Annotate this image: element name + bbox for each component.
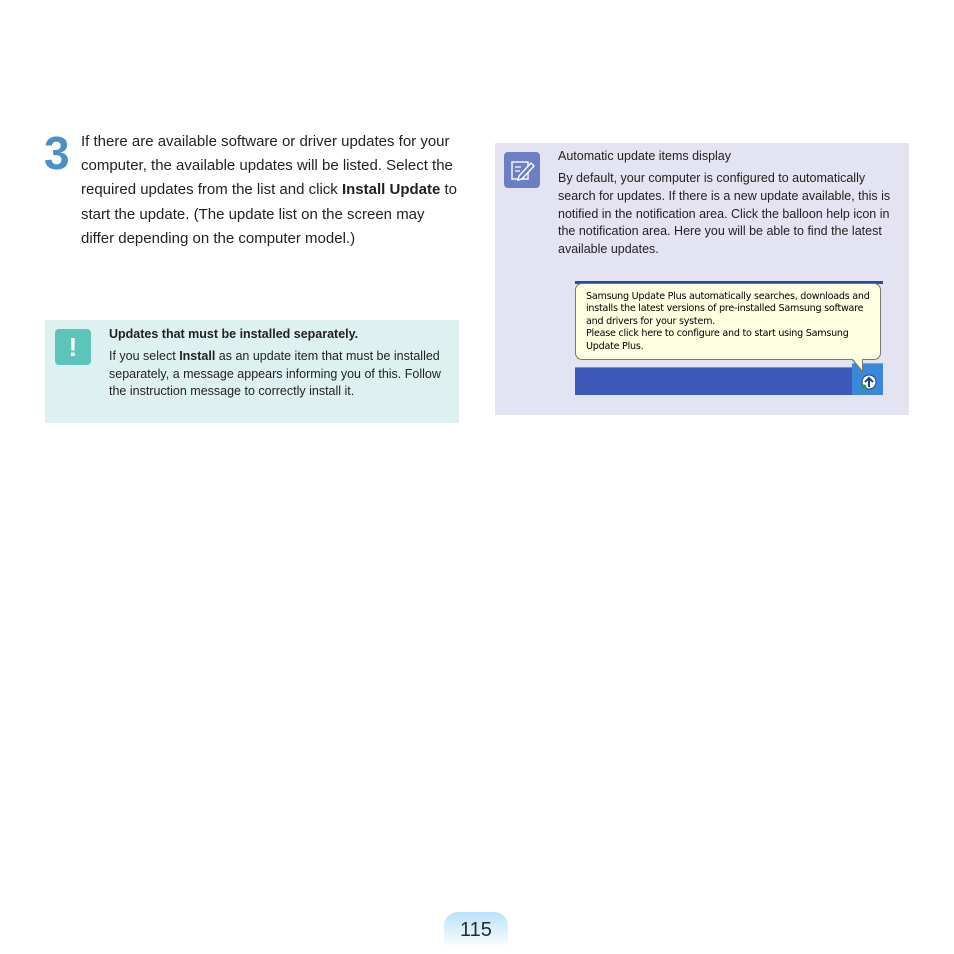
caution-title: Updates that must be installed separately.	[109, 327, 359, 341]
caution-body	[109, 348, 454, 401]
step-number: 3	[44, 127, 70, 179]
caution-box	[45, 320, 459, 423]
balloon-line-5: Update Plus.	[586, 340, 644, 352]
page-number: 115	[444, 912, 508, 948]
note-title: Automatic update items display	[558, 149, 732, 163]
balloon-line-1: Samsung Update Plus automatically searches, downloads and	[586, 291, 870, 302]
caution-install-label: Install	[179, 349, 216, 363]
samsung-update-tray-icon[interactable]	[860, 373, 878, 391]
notification-screenshot	[575, 281, 883, 395]
balloon-line-2: installs the latest versions of pre-installed Samsung software	[586, 303, 864, 315]
balloon-tail-fill	[852, 358, 862, 370]
note-box	[495, 143, 909, 415]
balloon-line-3: and drivers for your system.	[586, 315, 715, 327]
step-text-part2: to start the update. (The update list on the screen may differ depending on the computer model.)	[81, 181, 458, 247]
step-instruction	[81, 130, 461, 251]
taskbar	[575, 367, 852, 395]
balloon-help[interactable]	[575, 283, 881, 360]
exclamation-icon: !	[55, 329, 91, 365]
step-text-part1: If there are available software or driver updates for your computer, the available updates will be listed. Select the required updates from the list and click	[81, 133, 453, 199]
pencil-note-icon	[504, 152, 540, 188]
balloon-line-4: Please click here to configure and to start using Samsung	[586, 328, 849, 340]
caution-body-part2: as an update item that must be installed separately, a message appears informing you of this. Follow the instruction message to correctly install it.	[109, 349, 441, 399]
note-body: By default, your computer is configured to automatically search for updates. If there is a new update available, this is notified in the notification area. Click the balloon help icon in the notification area. Here you will be able to find the latest available updates.	[558, 171, 891, 257]
caution-body-part1: If you select	[109, 349, 180, 363]
install-update-label: Install Update	[341, 181, 441, 199]
